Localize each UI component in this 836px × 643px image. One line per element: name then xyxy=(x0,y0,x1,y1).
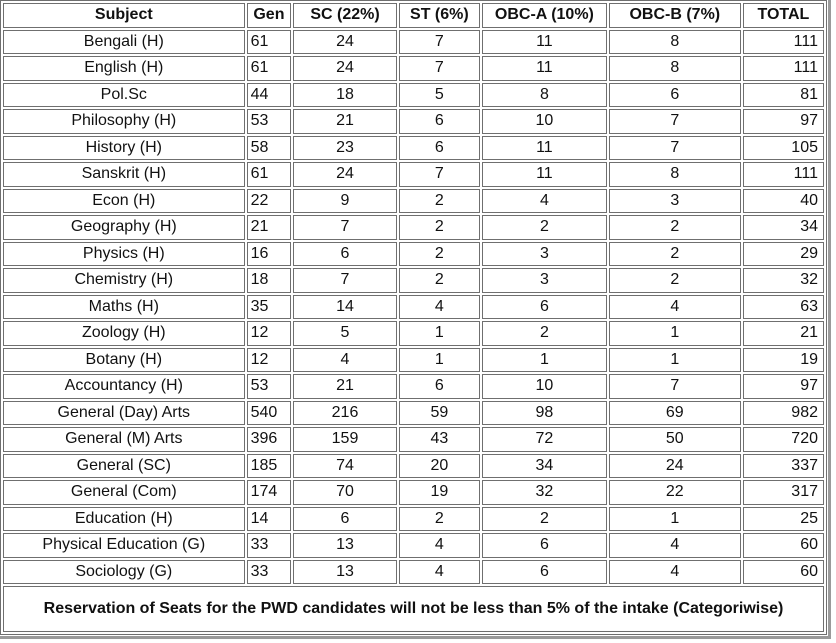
cell-st: 6 xyxy=(399,136,480,161)
cell-sc: 4 xyxy=(293,348,397,373)
cell-sc: 24 xyxy=(293,56,397,81)
table-row xyxy=(3,136,824,161)
cell-obc-a: 6 xyxy=(482,560,607,585)
cell-sc: 6 xyxy=(293,507,397,532)
cell-st: 2 xyxy=(399,268,480,293)
cell-sc: 24 xyxy=(293,162,397,187)
cell-gen: 540 xyxy=(247,401,292,426)
cell-gen: 61 xyxy=(247,162,292,187)
header-gen: Gen xyxy=(247,3,292,28)
cell-obc-b: 4 xyxy=(609,560,741,585)
cell-obc-b: 7 xyxy=(609,109,741,134)
cell-obc-b: 24 xyxy=(609,454,741,479)
cell-obc-a: 8 xyxy=(482,83,607,108)
cell-sc: 5 xyxy=(293,321,397,346)
cell-sc: 9 xyxy=(293,189,397,214)
cell-gen: 53 xyxy=(247,109,292,134)
cell-total: 337 xyxy=(743,454,824,479)
cell-sc: 74 xyxy=(293,454,397,479)
cell-obc-a: 6 xyxy=(482,295,607,320)
cell-obc-b: 4 xyxy=(609,533,741,558)
cell-subject: Bengali (H) xyxy=(3,30,245,55)
cell-sc: 13 xyxy=(293,560,397,585)
cell-gen: 396 xyxy=(247,427,292,452)
cell-obc-b: 2 xyxy=(609,215,741,240)
cell-total: 720 xyxy=(743,427,824,452)
table-row xyxy=(3,83,824,108)
cell-total: 111 xyxy=(743,162,824,187)
cell-sc: 23 xyxy=(293,136,397,161)
cell-subject: Econ (H) xyxy=(3,189,245,214)
table-row xyxy=(3,109,824,134)
header-total: TOTAL xyxy=(743,3,824,28)
cell-sc: 7 xyxy=(293,215,397,240)
cell-gen: 14 xyxy=(247,507,292,532)
table-row xyxy=(3,401,824,426)
cell-subject: Zoology (H) xyxy=(3,321,245,346)
cell-total: 81 xyxy=(743,83,824,108)
cell-total: 32 xyxy=(743,268,824,293)
table-row xyxy=(3,215,824,240)
cell-total: 19 xyxy=(743,348,824,373)
cell-obc-a: 11 xyxy=(482,162,607,187)
cell-total: 111 xyxy=(743,30,824,55)
cell-subject: General (Com) xyxy=(3,480,245,505)
cell-st: 7 xyxy=(399,162,480,187)
cell-st: 2 xyxy=(399,242,480,267)
cell-st: 1 xyxy=(399,348,480,373)
cell-subject: Accountancy (H) xyxy=(3,374,245,399)
cell-gen: 12 xyxy=(247,321,292,346)
cell-obc-a: 11 xyxy=(482,136,607,161)
table-row xyxy=(3,162,824,187)
cell-subject: Education (H) xyxy=(3,507,245,532)
cell-obc-a: 11 xyxy=(482,56,607,81)
table-row xyxy=(3,374,824,399)
cell-obc-b: 50 xyxy=(609,427,741,452)
cell-obc-a: 3 xyxy=(482,242,607,267)
cell-st: 19 xyxy=(399,480,480,505)
table-body xyxy=(3,30,824,585)
cell-obc-b: 7 xyxy=(609,374,741,399)
cell-obc-a: 11 xyxy=(482,30,607,55)
header-sc: SC (22%) xyxy=(293,3,397,28)
cell-gen: 22 xyxy=(247,189,292,214)
cell-st: 43 xyxy=(399,427,480,452)
cell-total: 111 xyxy=(743,56,824,81)
cell-gen: 61 xyxy=(247,56,292,81)
cell-gen: 58 xyxy=(247,136,292,161)
cell-obc-b: 8 xyxy=(609,30,741,55)
cell-obc-b: 2 xyxy=(609,242,741,267)
cell-obc-b: 8 xyxy=(609,56,741,81)
table-row xyxy=(3,454,824,479)
cell-obc-a: 4 xyxy=(482,189,607,214)
cell-gen: 16 xyxy=(247,242,292,267)
cell-obc-b: 4 xyxy=(609,295,741,320)
cell-subject: Chemistry (H) xyxy=(3,268,245,293)
cell-subject: Philosophy (H) xyxy=(3,109,245,134)
cell-gen: 12 xyxy=(247,348,292,373)
header-st: ST (6%) xyxy=(399,3,480,28)
cell-total: 97 xyxy=(743,374,824,399)
cell-sc: 6 xyxy=(293,242,397,267)
table-row xyxy=(3,56,824,81)
table-row xyxy=(3,533,824,558)
cell-sc: 21 xyxy=(293,109,397,134)
header-obc-b: OBC-B (7%) xyxy=(609,3,741,28)
cell-obc-a: 1 xyxy=(482,348,607,373)
cell-st: 1 xyxy=(399,321,480,346)
cell-st: 5 xyxy=(399,83,480,108)
cell-sc: 159 xyxy=(293,427,397,452)
cell-obc-a: 10 xyxy=(482,109,607,134)
cell-obc-a: 6 xyxy=(482,533,607,558)
cell-obc-b: 6 xyxy=(609,83,741,108)
header-obc-a: OBC-A (10%) xyxy=(482,3,607,28)
cell-st: 6 xyxy=(399,109,480,134)
cell-subject: Physical Education (G) xyxy=(3,533,245,558)
cell-total: 29 xyxy=(743,242,824,267)
cell-sc: 13 xyxy=(293,533,397,558)
cell-subject: Botany (H) xyxy=(3,348,245,373)
cell-obc-a: 32 xyxy=(482,480,607,505)
cell-obc-a: 72 xyxy=(482,427,607,452)
cell-gen: 44 xyxy=(247,83,292,108)
cell-subject: History (H) xyxy=(3,136,245,161)
cell-sc: 18 xyxy=(293,83,397,108)
header-subject: Subject xyxy=(3,3,245,28)
cell-obc-a: 3 xyxy=(482,268,607,293)
table-row xyxy=(3,321,824,346)
cell-gen: 18 xyxy=(247,268,292,293)
cell-subject: General (SC) xyxy=(3,454,245,479)
cell-total: 25 xyxy=(743,507,824,532)
cell-obc-b: 22 xyxy=(609,480,741,505)
cell-subject: Sanskrit (H) xyxy=(3,162,245,187)
cell-obc-a: 34 xyxy=(482,454,607,479)
cell-st: 4 xyxy=(399,295,480,320)
table-row xyxy=(3,268,824,293)
cell-st: 2 xyxy=(399,189,480,214)
table-row xyxy=(3,189,824,214)
cell-sc: 70 xyxy=(293,480,397,505)
cell-obc-b: 7 xyxy=(609,136,741,161)
cell-subject: Geography (H) xyxy=(3,215,245,240)
cell-obc-b: 69 xyxy=(609,401,741,426)
cell-obc-a: 2 xyxy=(482,321,607,346)
cell-sc: 21 xyxy=(293,374,397,399)
cell-gen: 35 xyxy=(247,295,292,320)
cell-st: 6 xyxy=(399,374,480,399)
cell-st: 2 xyxy=(399,507,480,532)
cell-subject: Sociology (G) xyxy=(3,560,245,585)
cell-obc-b: 1 xyxy=(609,321,741,346)
cell-total: 105 xyxy=(743,136,824,161)
footnote-row xyxy=(3,586,824,632)
cell-obc-b: 2 xyxy=(609,268,741,293)
table-row xyxy=(3,295,824,320)
cell-sc: 24 xyxy=(293,30,397,55)
cell-subject: Maths (H) xyxy=(3,295,245,320)
cell-gen: 61 xyxy=(247,30,292,55)
cell-sc: 14 xyxy=(293,295,397,320)
cell-total: 21 xyxy=(743,321,824,346)
cell-sc: 7 xyxy=(293,268,397,293)
cell-total: 40 xyxy=(743,189,824,214)
cell-gen: 33 xyxy=(247,533,292,558)
table-row xyxy=(3,348,824,373)
table-header-row xyxy=(3,3,824,28)
cell-subject: English (H) xyxy=(3,56,245,81)
cell-obc-b: 8 xyxy=(609,162,741,187)
cell-st: 7 xyxy=(399,30,480,55)
cell-obc-b: 3 xyxy=(609,189,741,214)
table-row xyxy=(3,427,824,452)
table-row xyxy=(3,242,824,267)
cell-obc-a: 2 xyxy=(482,507,607,532)
table-row xyxy=(3,480,824,505)
cell-st: 2 xyxy=(399,215,480,240)
cell-subject: Physics (H) xyxy=(3,242,245,267)
cell-obc-a: 98 xyxy=(482,401,607,426)
cell-total: 982 xyxy=(743,401,824,426)
cell-obc-b: 1 xyxy=(609,348,741,373)
cell-st: 7 xyxy=(399,56,480,81)
cell-obc-a: 2 xyxy=(482,215,607,240)
cell-gen: 185 xyxy=(247,454,292,479)
table-row xyxy=(3,30,824,55)
cell-st: 20 xyxy=(399,454,480,479)
cell-obc-a: 10 xyxy=(482,374,607,399)
cell-total: 34 xyxy=(743,215,824,240)
cell-total: 317 xyxy=(743,480,824,505)
cell-obc-b: 1 xyxy=(609,507,741,532)
cell-total: 60 xyxy=(743,560,824,585)
cell-st: 59 xyxy=(399,401,480,426)
cell-st: 4 xyxy=(399,533,480,558)
cell-gen: 174 xyxy=(247,480,292,505)
cell-subject: Pol.Sc xyxy=(3,83,245,108)
cell-total: 97 xyxy=(743,109,824,134)
cell-total: 63 xyxy=(743,295,824,320)
table-row xyxy=(3,507,824,532)
cell-gen: 53 xyxy=(247,374,292,399)
pwd-reservation-note: Reservation of Seats for the PWD candidates will not be less than 5% of the intake (Categoriwise) xyxy=(3,586,824,632)
cell-st: 4 xyxy=(399,560,480,585)
cell-total: 60 xyxy=(743,533,824,558)
cell-sc: 216 xyxy=(293,401,397,426)
cell-gen: 21 xyxy=(247,215,292,240)
cell-gen: 33 xyxy=(247,560,292,585)
cell-subject: General (M) Arts xyxy=(3,427,245,452)
cell-subject: General (Day) Arts xyxy=(3,401,245,426)
table-row xyxy=(3,560,824,585)
